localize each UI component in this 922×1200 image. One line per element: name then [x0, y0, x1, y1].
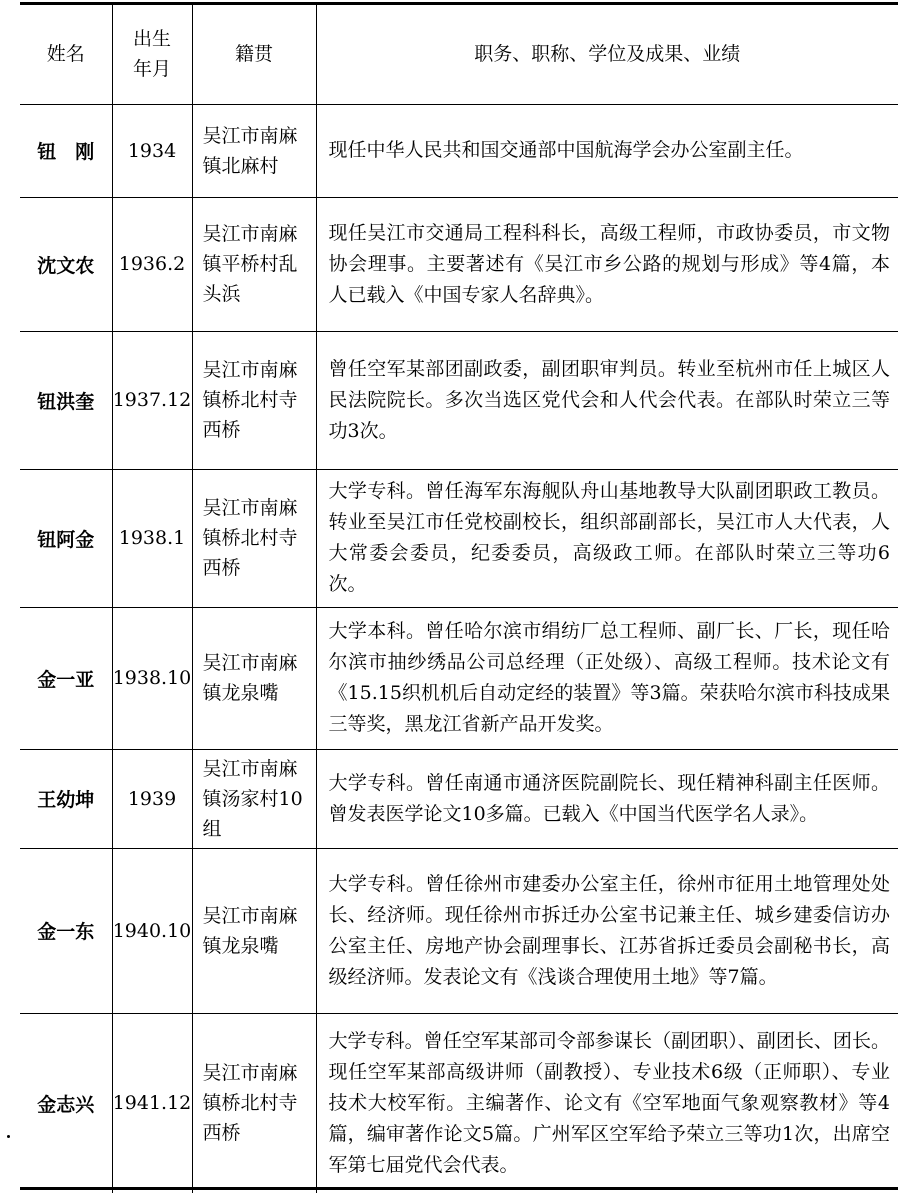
- header-birth: [112, 5, 192, 104]
- cell-name: 钮阿金: [20, 469, 112, 607]
- cell-place: 吴江市南麻镇龙泉嘴: [192, 607, 316, 749]
- table-row: [20, 197, 898, 331]
- cell-desc: 曾任空军某部团副政委，副团职审判员。转业至杭州市任上城区人民法院院长。多次当选区党代会和人代会代表。在部队时荣立三等功3次。: [316, 331, 898, 469]
- header-place: 籍贯: [192, 5, 316, 104]
- table-row: [20, 749, 898, 848]
- cell-place: 吴江市南麻镇汤家村10组: [192, 749, 316, 848]
- cell-place: 吴江市南麻镇龙泉嘴: [192, 848, 316, 1013]
- cell-place: 吴江市南麻镇北麻村: [192, 104, 316, 197]
- cell-birth: 1936.2: [112, 197, 192, 331]
- cell-name: 金一亚: [20, 607, 112, 749]
- table-row: [20, 848, 898, 1013]
- table-row: [20, 469, 898, 607]
- cell-desc: 大学本科。曾任哈尔滨市绢纺厂总工程师、副厂长、厂长，现任哈尔滨市抽纱绣品公司总经理（正处级）、高级工程师。技术论文有《15.15织机机后自动定经的装置》等3篇。荣获哈尔滨市科技成果三等奖，黑龙江省新产品开发奖。: [316, 607, 898, 749]
- cell-birth: 1937.12: [112, 331, 192, 469]
- cell-birth: 1938.10: [112, 607, 192, 749]
- cell-name: 金一东: [20, 848, 112, 1013]
- table-row: [20, 331, 898, 469]
- cell-desc: 大学专科。曾任南通市通济医院副院长、现任精神科副主任医师。曾发表医学论文10多篇。已载入《中国当代医学名人录》。: [316, 749, 898, 848]
- header-desc: 职务、职称、学位及成果、业绩: [316, 5, 898, 104]
- cell-desc: 现任吴江市交通局工程科科长，高级工程师，市政协委员，市文物协会理事。主要著述有《吴江市乡公路的规划与形成》等4篇，本人已载入《中国专家人名辞典》。: [316, 197, 898, 331]
- cell-name: 金志兴: [20, 1013, 112, 1193]
- cell-desc: 大学专科。曾任徐州市建委办公室主任，徐州市征用土地管理处处长、经济师。现任徐州市拆迁办公室书记兼主任、城乡建委信访办公室主任、房地产协会副理事长、江苏省拆迁委员会副秘书长，高级经济师。发表论文有《浅谈合理使用土地》等7篇。: [316, 848, 898, 1013]
- cell-name: 钮洪奎: [20, 331, 112, 469]
- cell-desc: 大学专科。曾任空军某部司令部参谋长（副团职）、副团长、团长。现任空军某部高级讲师（副教授）、专业技术6级（正师职）、专业技术大校军衔。主编著作、论文有《空军地面气象观察教材》等4篇，编审著作论文5篇。广州军区空军给予荣立三等功1次，出席空军第七届党代会代表。: [316, 1013, 898, 1193]
- cell-birth: 1940.10: [112, 848, 192, 1013]
- cell-birth: 1934: [112, 104, 192, 197]
- cell-birth: 1939: [112, 749, 192, 848]
- cell-desc: 现任中华人民共和国交通部中国航海学会办公室副主任。: [316, 104, 898, 197]
- cell-birth: 1938.1: [112, 469, 192, 607]
- cell-birth: 1941.12: [112, 1013, 192, 1193]
- header-birth-line2: 年月: [132, 58, 171, 81]
- stray-dot: [7, 1135, 10, 1138]
- table-row: [20, 607, 898, 749]
- biography-table-frame: [20, 2, 898, 1190]
- cell-desc: 大学专科。曾任海军东海舰队舟山基地教导大队副团职政工教员。转业至吴江市任党校副校长，组织部副部长，吴江市人大代表，人大常委会委员，纪委委员，高级政工师。在部队时荣立三等功6次。: [316, 469, 898, 607]
- cell-name: 王幼坤: [20, 749, 112, 848]
- biography-table: [20, 5, 898, 1193]
- cell-place: 吴江市南麻镇桥北村寺西桥: [192, 331, 316, 469]
- cell-place: 吴江市南麻镇桥北村寺西桥: [192, 1013, 316, 1193]
- table-row: [20, 1013, 898, 1193]
- cell-place: 吴江市南麻镇桥北村寺西桥: [192, 469, 316, 607]
- cell-name: 沈文农: [20, 197, 112, 331]
- header-row: [20, 5, 898, 104]
- header-birth-line1: 出生: [132, 28, 171, 51]
- cell-place: 吴江市南麻镇平桥村乱头浜: [192, 197, 316, 331]
- cell-name: 钮 刚: [20, 104, 112, 197]
- table-row: [20, 104, 898, 197]
- header-name: 姓名: [20, 5, 112, 104]
